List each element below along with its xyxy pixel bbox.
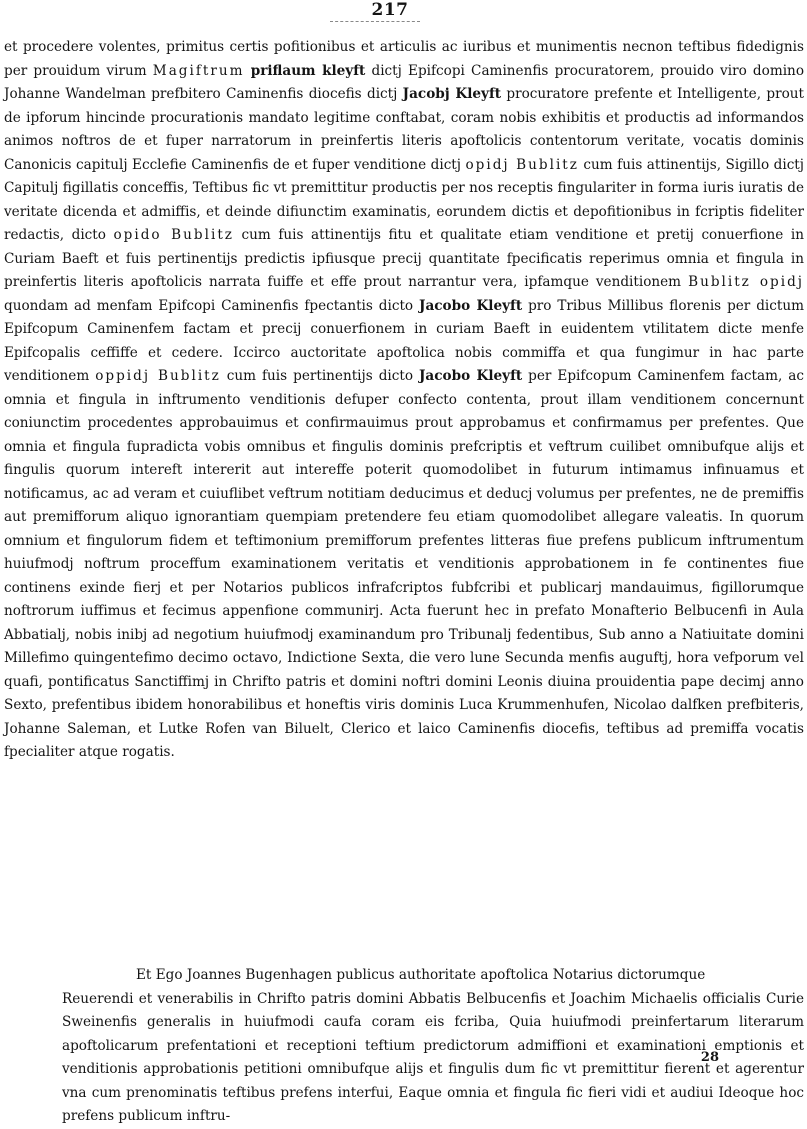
name-magistrum: Magiftrum	[152, 62, 245, 79]
text-segment: per Epifcopum Caminenfem factam, ac omnia et fingula in inftrumento venditionis defuper confecto contenta, prout illam venditionem concernunt coniunctim procedentes approbauimus et confirmauimus prout approbamus et confirmamus per prefentes. Que omnia et fingula fupradicta vobis omnibus et fingulis dominis prefcriptis et veftrum cuilibet omnibufque alijs et fingulis quorum intereft intererit aut intereffe poterit quomodolibet in futurum intimamus infinuamus et notificamus, ac ad veram et cuiuflibet veftrum notitiam deducimus et deducj volumus per prefentes, ne de premiffis aut premifforum aliquo ignorantiam quempiam pretendere feu etiam quomodolibet allegare valeatis. In quorum omnium et fingulorum fidem et teftimonium premifforum prefentes litteras fiue prefens publicum inftrumentum huiufmodj noftrum proceffum examinationem veritatis et venditionis approbationem in fe continentes fiue continens exinde fierj et per Notarios publicos infrafcriptos fubfcribi et publicarj mandauimus, figillorumque noftrorum iuffimus et fecimus appenfione communirj. Acta fuerunt hec in prefato Monafterio Belbucenfi in Aula Abbatialj, nobis inibj ad negotium huiufmodj examinandum pro Tribunalj fedentibus, Sub anno a Natiuitate domini Millefimo quingentefimo decimo octavo, Indictione Sexta, die vero lune Secunda menfis auguftj, hora vefporum vel quafi, pontificatus Sanctiffimj in Chrifto patris et domini noftri domini Leonis diuina prouidentia pape decimj anno Sexto, prefentibus ibidem honorabilibus et honeftis viris dominis Luca Krummenhufen, Nicolao dalfken prefbiteris, Johanne Saleman, et Lutke Rofen van Biluelt, Clerico et laico Caminenfis diocefis, teftibus ad premiffa vocatis fpecialiter atque rogatis.	[4, 368, 804, 760]
notary-body	[4, 988, 804, 1129]
text-segment: quondam ad menfam Epifcopi Caminenfis fpectantis dicto	[4, 297, 420, 314]
text-segment: pro Tribus Millibus florenis per dictum Epifcopum Caminenfem factam et precij conuerfionem in curiam Baeft in euidentem vtilitatem dicte menfe Epifcopalis ceffiffe et cedere. Iccirco auctoritate apoftolica nobis commiffa et qua fungimur in hac parte venditionem	[4, 297, 804, 384]
text-segment: procuratore prefente et Intelligente, prout de ipforum hincinde procurationis mandato legitime conftabat, coram nobis exhibitis et productis ad informandos animos noftros de et fuper narratorum in preinfertis literis apoftolicis contentorum veritate, vocatis dominis Canonicis capitulj Ecclefie Caminenfis de et fuper venditione dictj	[4, 86, 804, 173]
sheet-number: 28	[700, 1050, 719, 1065]
text-segment: cum fuis pertinentijs dicto	[220, 368, 419, 384]
notary-first-line: Et Ego Joannes Bugenhagen publicus authoritate apoftolica Notarius dictorumque	[136, 967, 706, 983]
header-rule	[330, 21, 420, 23]
notary-text: Reuerendi et venerabilis in Chrifto patris domini Abbatis Belbucenfis et Joachim Michaelis officialis Curie Sweinenfis generalis in huiufmodi caufa coram eis fcriba, Quia huiufmodi preinfertarum literarum apoftolicarum prefentationi et receptioni teftium predictorum admiffioni et examinationi emptionis et venditionis approbationis petitioni omnibufque alijs et fingulis dum fic vt premittitur fierent et agerentur vna cum prenominatis teftibus prefens interfui, Eaque omnia et fingula fic fieri vidi et audiui Ideoque hoc prefens publicum inftru-	[62, 990, 804, 1124]
text-segment: cum fuis attinentijs fitu et qualitate etiam venditione et pretij conuerfione in Curiam Baeft et fuis pertinentijs predictis ipfiusque precij quantitate fpecificatis reperimus omnia et fingula in preinfertis literis apoftolicis narrata fuiffe et effe prout narrantur vera, ipfamque venditionem	[4, 227, 804, 290]
name-jacobo-kleyft-2: Jacobo Kleyft	[419, 368, 523, 384]
text-segment: et procedere volentes, primitus certis pofitionibus et articulis ac iuribus et munimentis necnon teftibus fidedignis per prouidum virum	[4, 39, 804, 79]
place-opidj-bublitz: opidj Bublitz	[465, 156, 579, 173]
place-opido-bublitz: opido Bublitz	[113, 227, 234, 243]
name-jacobo-kleyft: Jacobo Kleyft	[419, 297, 523, 314]
notary-paragraph	[4, 964, 804, 1129]
text-segment: dictj Epifcopi Caminenfis procuratorem, prouido viro domino Johanne Wandelman prefbitero Caminenfis diocefis dictj	[4, 62, 804, 102]
main-paragraph	[4, 36, 804, 765]
text-segment: cum fuis attinentijs, Sigillo dictj Capitulj figillatis conceffis, Teftibus fic vt premittitur productis per nos receptis fingulariter in forma iuris iuratis de veritate dicenda et admiffis, et deinde difiunctim examinatis, eorundem dictis et depofitionibus in fcriptis fideliter redactis, dicto	[4, 156, 804, 243]
name-jacobj-kleyft: Jacobj Kleyft	[402, 86, 502, 102]
place-oppidj-bublitz: oppidj Bublitz	[95, 368, 221, 384]
name-priflaum-kleyft: priflaum kleyft	[250, 62, 366, 79]
place-bublitz-opidj: Bublitz opidj	[688, 274, 804, 290]
page-number: 217	[371, 0, 409, 20]
